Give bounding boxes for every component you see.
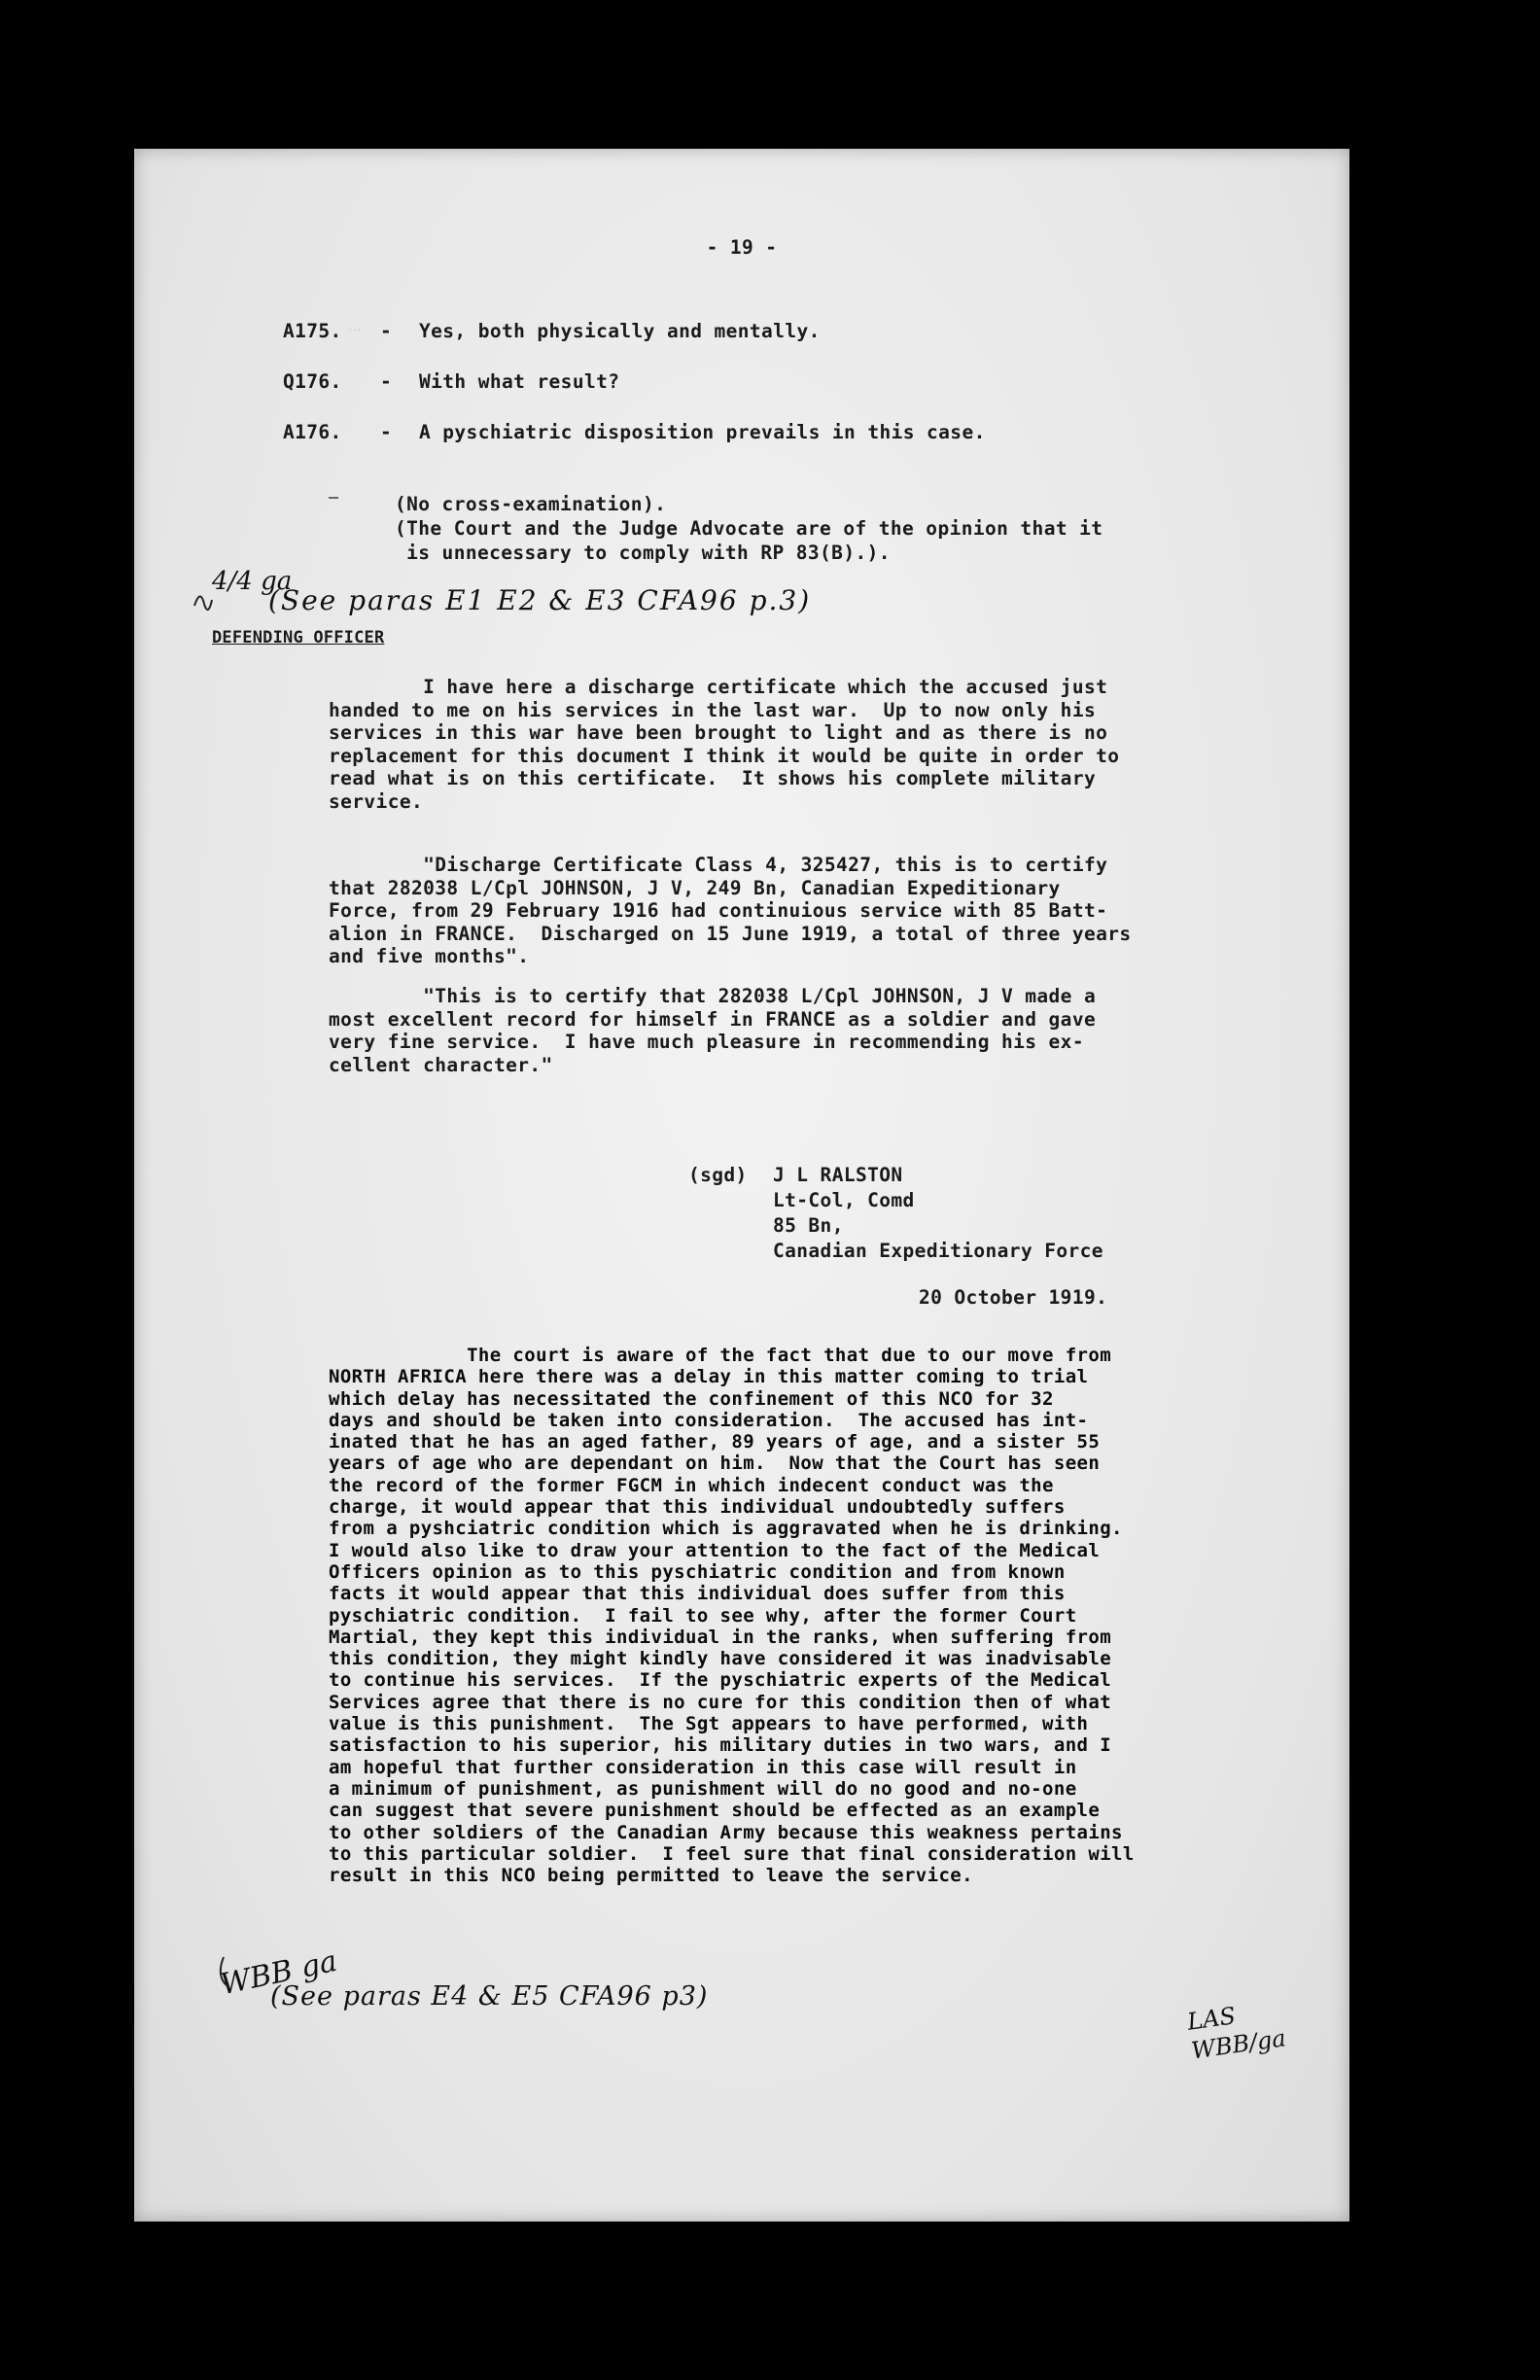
paragraph-testimonial: "This is to certify that 282038 L/Cpl JOHNSON, J V made a most excellent record for himself in FRANCE as a soldier and gave very fine service. I have much pleasure in recommending his ex- cellent character.": [329, 985, 1097, 1076]
document-page: [134, 149, 1349, 2222]
signature-sgd: (sgd): [688, 1164, 748, 1186]
pen-stroke: [194, 596, 212, 610]
handwritten-margin-note: (See paras E4 & E5 CFA96 p3): [270, 1981, 709, 2012]
signature-date: 20 October 1919.: [919, 1286, 1108, 1309]
signature-force: Canadian Expeditionary Force: [773, 1240, 1103, 1262]
handwritten-margin-note: (See paras E1 E2 & E3 CFA96 p.3): [268, 584, 812, 616]
cross-exam-line: is unnecessary to comply with RP 83(B).).: [395, 542, 891, 564]
qa-text: Yes, both physically and mentally.: [419, 320, 821, 342]
paragraph-intro: I have here a discharge certificate which the accused just handed to me on his services in the last war. Up to now only his services in this war have been brought to light and as there is no replacement for this document I think it would be quite in order to read what is on this certificate. It shows his complete military service.: [329, 676, 1120, 813]
handwriting-strokes: [134, 149, 1349, 2222]
qa-text: A pyschiatric disposition prevails in this case.: [419, 421, 986, 443]
qa-dash: -: [380, 370, 393, 393]
qa-dash: -: [380, 320, 393, 342]
cross-exam-line: (No cross-examination).: [395, 493, 667, 515]
signature-rank: Lt-Col, Comd: [773, 1189, 915, 1211]
signature-name: J L RALSTON: [773, 1164, 903, 1186]
paragraph-certificate: "Discharge Certificate Class 4, 325427, this is to certify that 282038 L/Cpl JOHNSON, J V, 249 Bn, Canadian Expeditionary Force, from 29 February 1916 had continuious service with 85 Batt- alion in FRANCE. Discharged on 15 June 1919, a total of three years and five months".: [329, 854, 1132, 967]
page-number: - 19 -: [706, 236, 778, 259]
qa-label: Q176.: [283, 370, 342, 393]
section-heading: DEFENDING OFFICER: [212, 628, 385, 648]
qa-dash: -: [380, 421, 393, 443]
pen-stroke: [221, 1957, 228, 1986]
cross-exam-line: (The Court and the Judge Advocate are of the opinion that it: [395, 517, 1103, 540]
qa-label: A175.: [283, 320, 342, 342]
signature-unit: 85 Bn,: [773, 1214, 844, 1237]
handwritten-initials: WBB ga: [217, 1943, 340, 2003]
scan-speck: ...: [348, 319, 362, 334]
qa-label: A176.: [283, 421, 342, 443]
handwritten-corner-initials: LAS WBB/ga: [1185, 2002, 1288, 2065]
handwritten-initials: 4/4 ga: [212, 567, 293, 596]
qa-text: With what result?: [419, 370, 620, 393]
paragraph-plea: The court is aware of the fact that due to our move from NORTH AFRICA here there was a delay in this matter coming to trial which delay has necessitated the confinement of this NCO for 32 days and should be taken into consideration. The accused has int- inated that he has an aged father, 89 years of age, and a sister 55 years of age who are dependant on him. Now that the Court has seen the record of the former FGCM in which indecent conduct was the charge, it would appear that this individual undoubtedly suffers from a pyshciatric condition which is aggravated when he is drinking. I would also like to draw your attention to the fact of the Medical Officers opinion as to this pyschiatric condition and from known facts it would appear that this individual does suffer from this pyschiatric condition. I fail to see why, after the former Court Martial, they kept this individual in the ranks, when suffering from this condition, they might kindly have considered it was inadvisable to continue his services. If the pyschiatric experts of the Medical Services agree that there is no cure for this condition then of what value is this punishment. The Sgt appears to have performed, with satisfaction to his superior, his military duties in two wars, and I am hopeful that further consideration in this case will result in a minimum of punishment, as punishment will do no good and no-one can suggest that severe punishment should be effected as an example to other soldiers of the Canadian Army because this weakness pertains to this particular soldier. I feel sure that final consideration will result in this NCO being permitted to leave the service.: [329, 1345, 1135, 1887]
